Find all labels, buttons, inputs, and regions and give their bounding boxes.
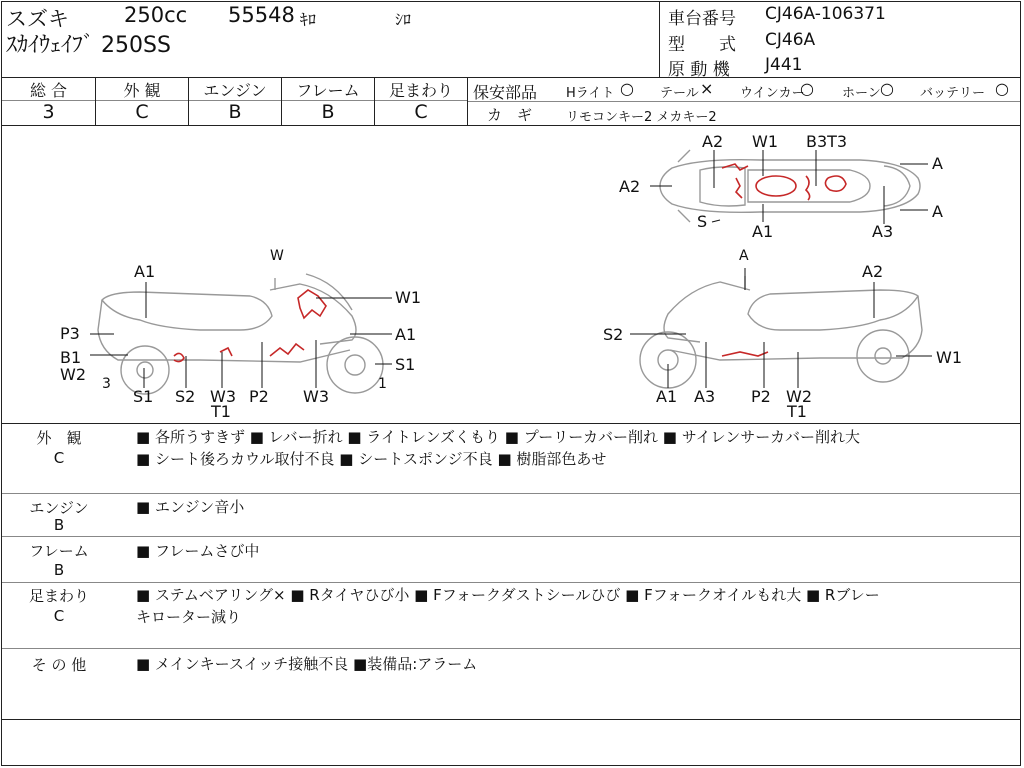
diag-label-left: W: [270, 248, 284, 264]
diag-label-left: P3: [60, 324, 80, 343]
section-other-line1: ■ メインキースイッチ接触不良 ■装備品:アラーム: [136, 655, 478, 673]
safety-label: 保安部品: [473, 83, 538, 102]
grade-value-frame: B: [321, 101, 335, 123]
section-suspension-line2: キローター減り: [136, 608, 242, 626]
diag-label-top: A1: [752, 222, 774, 241]
section-suspension-head: 足まわり: [28, 587, 89, 605]
diag-label-right: P2: [751, 387, 771, 406]
safety-horn: ホーン: [842, 86, 881, 101]
diag-label-left: P2: [249, 387, 269, 406]
keys-label: カ ギ: [487, 106, 533, 124]
diag-label-top: A2: [702, 132, 724, 151]
grade-label-frame: フレーム: [296, 81, 360, 100]
diag-label-left: B1: [60, 348, 82, 367]
section-divider: [2, 719, 1020, 720]
grade-value-suspension: C: [414, 101, 428, 123]
section-engine-grade: B: [53, 516, 65, 534]
safety-tail-mark: ×: [700, 79, 714, 98]
maker: スズキ: [6, 7, 69, 31]
safety-battery-mark: ○: [995, 79, 1009, 98]
type-value: CJ46A: [765, 30, 816, 50]
section-suspension-line1: ■ ステムベアリング× ■ Rタイヤひび小 ■ Fフォークダストシールひび ■ Fフォークオイルもれ大 ■ Rブレー: [136, 586, 880, 604]
diag-label-left: S1: [133, 387, 154, 406]
diag-label-top: A: [932, 154, 943, 173]
section-exterior-grade: C: [53, 449, 65, 467]
diag-label-left: 1: [378, 376, 387, 392]
diag-label-left: W3: [210, 387, 236, 406]
frame-no: CJ46A-106371: [765, 4, 886, 24]
section-suspension-grade: C: [53, 607, 65, 625]
color: ｼﾛ: [395, 10, 412, 29]
diag-label-top: A2: [619, 177, 641, 196]
diag-label-right: A2: [862, 262, 884, 281]
leader-lines: [90, 150, 932, 388]
safety-headlight-mark: ○: [620, 79, 634, 98]
safety-tail: テール: [660, 86, 699, 101]
frame-no-label: 車台番号: [668, 9, 736, 29]
diag-label-top: W1: [752, 132, 778, 151]
engine-label: 原 動 機: [668, 60, 730, 80]
diag-label-top: S: [697, 212, 708, 231]
diag-label-left: S2: [175, 387, 196, 406]
section-engine-head: エンジン: [29, 499, 89, 517]
grade-label-exterior: 外 観: [123, 81, 161, 100]
section-frame-line1: ■ フレームさび中: [136, 542, 260, 560]
safety-winker: ウインカー: [740, 86, 805, 101]
diag-label-right: W1: [936, 348, 962, 367]
model-name: ｽｶｲｳｪｲﾌﾞ 250SS: [6, 33, 171, 58]
diag-label-top: A: [932, 202, 943, 221]
grade-label-suspension: 足まわり: [388, 81, 453, 100]
grade-label-overall: 総 合: [29, 81, 68, 100]
grade-value-overall: 3: [42, 101, 55, 123]
safety-winker-mark: ○: [800, 79, 814, 98]
safety-headlight: Hライト: [566, 86, 615, 101]
scooter-left-view: [98, 274, 383, 394]
section-divider: [2, 648, 1020, 649]
diag-label-left: S1: [395, 355, 416, 374]
diag-label-right: S2: [603, 325, 624, 344]
diag-label-top: B3T3: [806, 132, 848, 151]
section-exterior-line2: ■ シート後ろカウル取付不良 ■ シートスポンジ不良 ■ 樹脂部色あせ: [136, 450, 607, 468]
grade-value-exterior: C: [135, 101, 149, 123]
section-divider: [2, 493, 1020, 494]
diag-label-left: 3: [102, 376, 111, 392]
section-frame-head: フレーム: [29, 542, 89, 560]
displacement: 250cc: [124, 3, 188, 27]
diag-label-right: A1: [656, 387, 678, 406]
keys-value: リモコンキー2 メカキー2: [566, 110, 717, 125]
diag-label-left: T1: [211, 402, 231, 421]
section-exterior-head: 外 観: [36, 429, 82, 447]
diag-label-top: A3: [872, 222, 894, 241]
grade-value-engine: B: [228, 101, 242, 123]
diag-label-right: A: [739, 248, 749, 264]
diag-label-left: A1: [134, 262, 156, 281]
section-exterior-line1: ■ 各所うすきず ■ レバー折れ ■ ライトレンズくもり ■ プーリーカバー削れ ■ サイレンサーカバー削れ大: [136, 428, 860, 446]
mileage: 55548: [228, 3, 295, 27]
diag-label-left: W3: [303, 387, 329, 406]
damage-marks-left: [174, 290, 326, 362]
diag-label-right: W2: [786, 387, 812, 406]
section-frame-grade: B: [53, 561, 65, 579]
section-divider: [2, 536, 1020, 537]
diag-label-left: A1: [395, 325, 417, 344]
diag-label-right: A3: [694, 387, 716, 406]
safety-battery: バッテリー: [920, 86, 986, 101]
section-divider: [2, 423, 1020, 424]
scooter-right-view: [640, 276, 922, 388]
damage-marks-right: [722, 352, 768, 356]
type-label: 型 式: [668, 35, 736, 55]
engine-value: J441: [765, 55, 803, 75]
safety-horn-mark: ○: [880, 79, 894, 98]
section-engine-line1: ■ エンジン音小: [136, 498, 245, 516]
section-other-head: そ の 他: [31, 656, 87, 674]
diag-label-left: W1: [395, 288, 421, 307]
diag-label-left: W2: [60, 365, 86, 384]
diag-label-right: T1: [787, 402, 807, 421]
grade-label-engine: エンジン: [203, 81, 267, 100]
section-divider: [2, 582, 1020, 583]
mileage-unit: ｷﾛ: [300, 10, 317, 29]
